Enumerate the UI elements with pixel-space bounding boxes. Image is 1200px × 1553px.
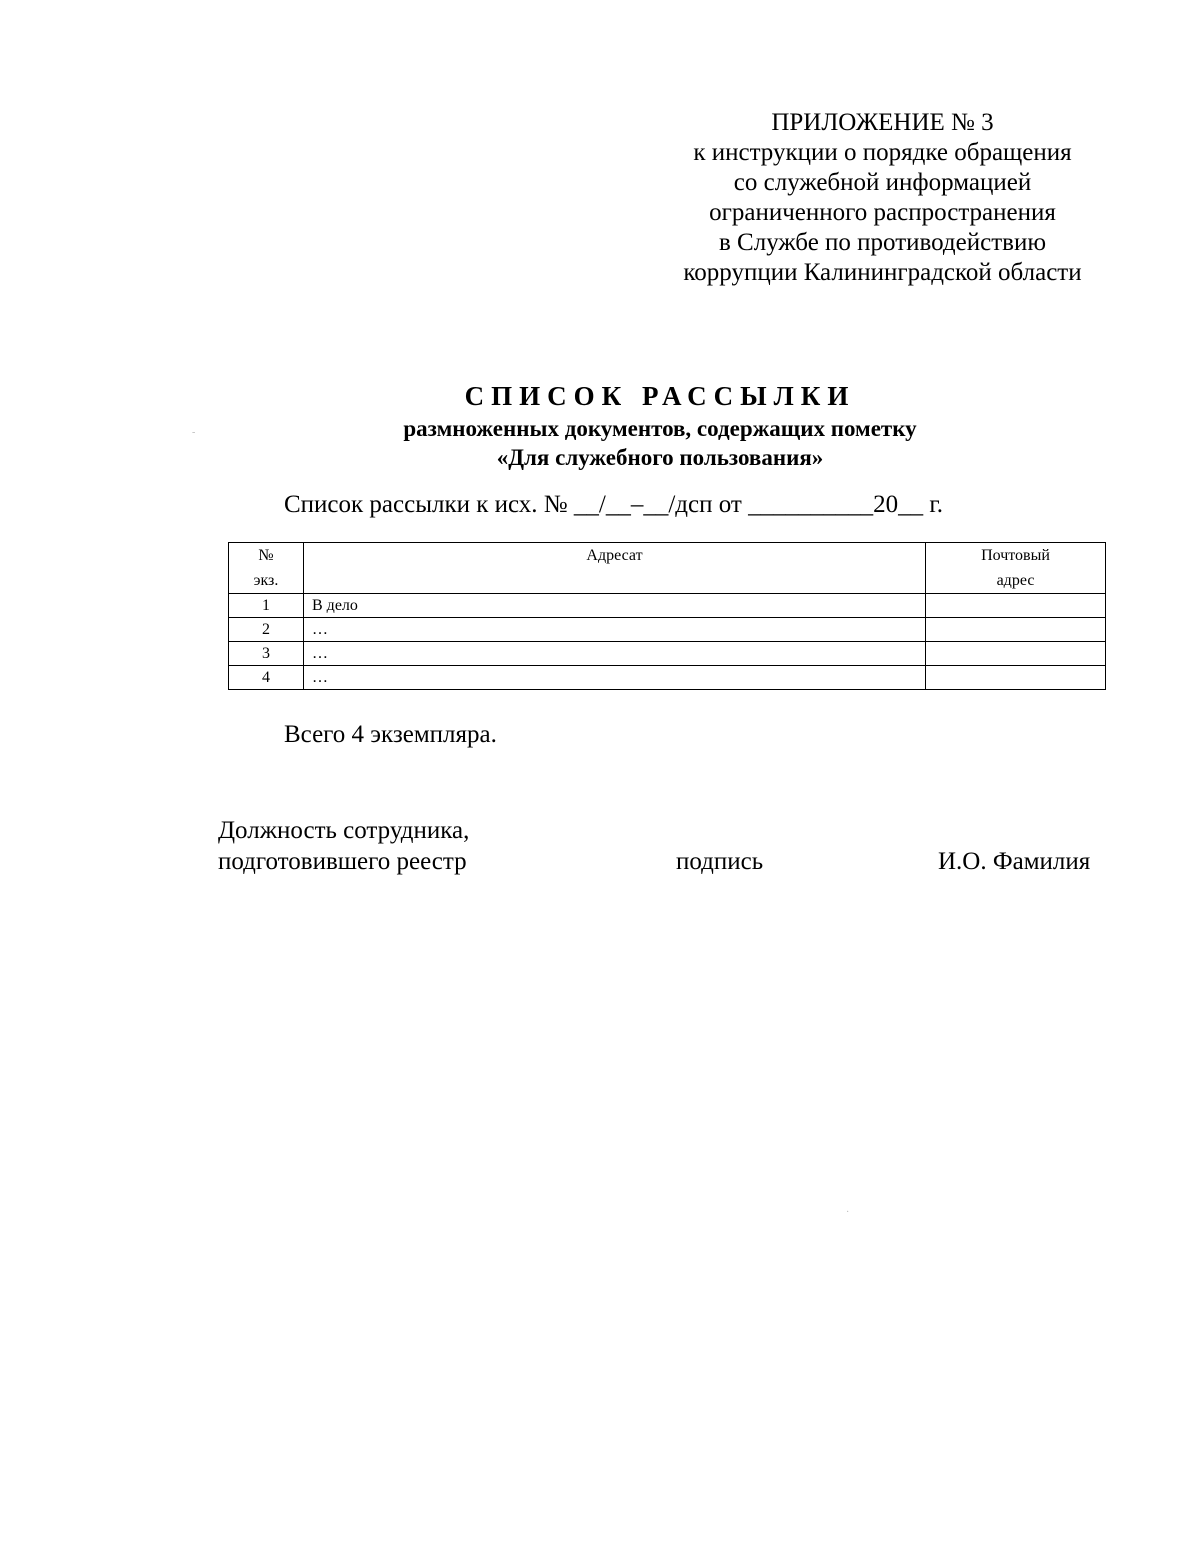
appendix-line: со служебной информацией bbox=[733, 169, 1032, 196]
cell-number: 3 bbox=[229, 642, 304, 666]
signatory-position-line: Должность сотрудника, bbox=[218, 817, 470, 844]
signature-placeholder: подпись bbox=[676, 848, 764, 875]
reference-line: Список рассылки к исх. № __/__–__/дсп от __________20__ г. bbox=[284, 491, 944, 518]
title-main: СПИСОК РАССЫЛКИ bbox=[464, 381, 856, 411]
title-subtitle-2: «Для служебного пользования» bbox=[496, 445, 824, 470]
signatory-position-line: подготовившего реестр bbox=[218, 848, 467, 875]
header-postal-address bbox=[926, 543, 1106, 594]
distribution-table bbox=[228, 542, 1106, 690]
signatory-name: И.О. Фамилия bbox=[938, 848, 1091, 875]
appendix-line: коррупции Калининградской области bbox=[683, 259, 1082, 286]
appendix-line: ПРИЛОЖЕНИЕ № 3 bbox=[771, 109, 994, 136]
document-title bbox=[210, 378, 1110, 472]
scan-speck: - bbox=[192, 427, 196, 438]
table-row bbox=[229, 642, 1106, 666]
cell-addressee: … bbox=[304, 642, 926, 666]
cell-addressee: В дело bbox=[304, 594, 926, 618]
cell-postal-address bbox=[926, 618, 1106, 642]
scan-speck: · bbox=[846, 1207, 850, 1218]
header-postal-line: Почтовый bbox=[981, 547, 1050, 564]
table-row bbox=[229, 666, 1106, 690]
total-copies: Всего 4 экземпляра. bbox=[284, 721, 497, 748]
appendix-header bbox=[660, 108, 1105, 288]
table-row bbox=[229, 618, 1106, 642]
table-row bbox=[229, 594, 1106, 618]
cell-addressee: … bbox=[304, 666, 926, 690]
cell-postal-address bbox=[926, 666, 1106, 690]
title-subtitle-1: размноженных документов, содержащих пометку bbox=[403, 416, 917, 441]
appendix-line: к инструкции о порядке обращения bbox=[693, 139, 1072, 166]
appendix-line: в Службе по противодействию bbox=[718, 229, 1047, 256]
cell-addressee: … bbox=[304, 618, 926, 642]
cell-number: 4 bbox=[229, 666, 304, 690]
appendix-line: ограниченного распространения bbox=[709, 199, 1056, 226]
header-number-line: № bbox=[258, 547, 274, 564]
header-postal-line: адрес bbox=[996, 572, 1035, 589]
header-addressee: Адресат bbox=[304, 543, 926, 594]
header-number-line: экз. bbox=[253, 572, 279, 589]
cell-number: 1 bbox=[229, 594, 304, 618]
cell-postal-address bbox=[926, 642, 1106, 666]
signatory-position bbox=[218, 815, 469, 877]
cell-postal-address bbox=[926, 594, 1106, 618]
cell-number: 2 bbox=[229, 618, 304, 642]
table-header-row bbox=[229, 543, 1106, 594]
header-number bbox=[229, 543, 304, 594]
